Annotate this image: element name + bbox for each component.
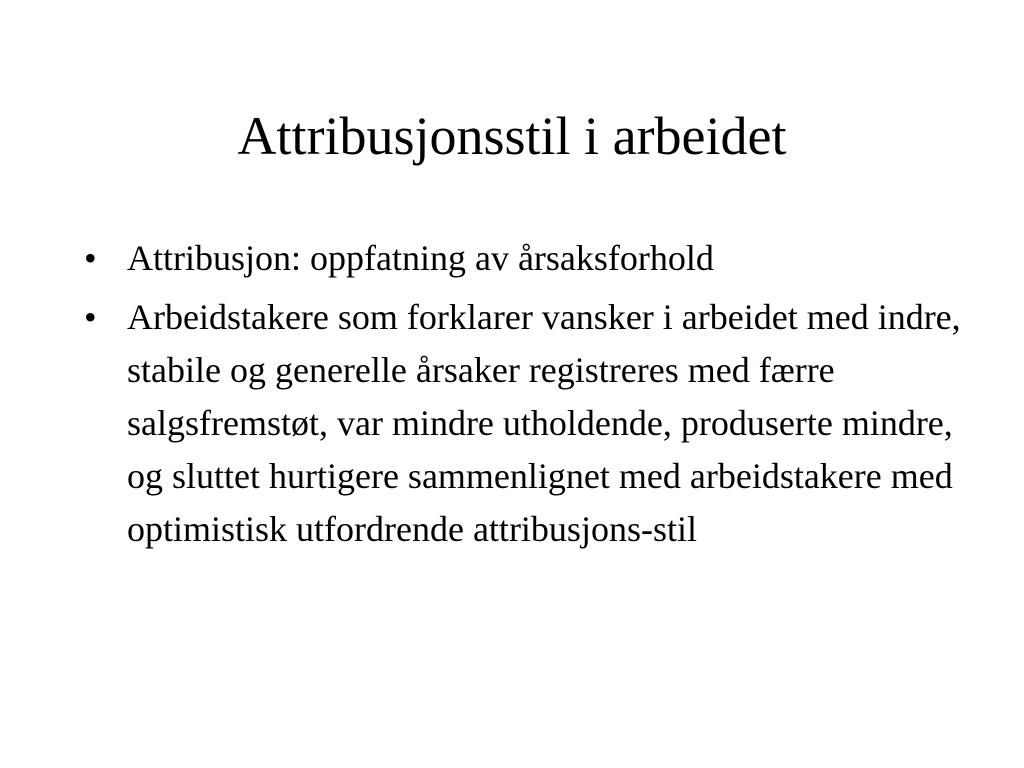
bullet-text: Attribusjon: oppfatning av årsaksforhold bbox=[127, 238, 714, 278]
bullet-icon: • bbox=[84, 297, 97, 337]
bullet-item bbox=[84, 232, 964, 285]
bullet-text: Arbeidstakere som forklarer vansker i arbeidet med indre, stabile og generelle årsaker registreres med færre salgsfremstøt, var mindre utholdende, produserte mindre, og sluttet hurtigere sammenlignet med arbeidstakere med optimistisk utfordrende attribusjons-stil bbox=[127, 297, 961, 549]
bullet-icon: • bbox=[84, 238, 97, 278]
bullet-item bbox=[84, 291, 964, 556]
slide-title: Attribusjonsstil i arbeidet bbox=[237, 106, 787, 166]
bullet-list bbox=[84, 232, 964, 562]
